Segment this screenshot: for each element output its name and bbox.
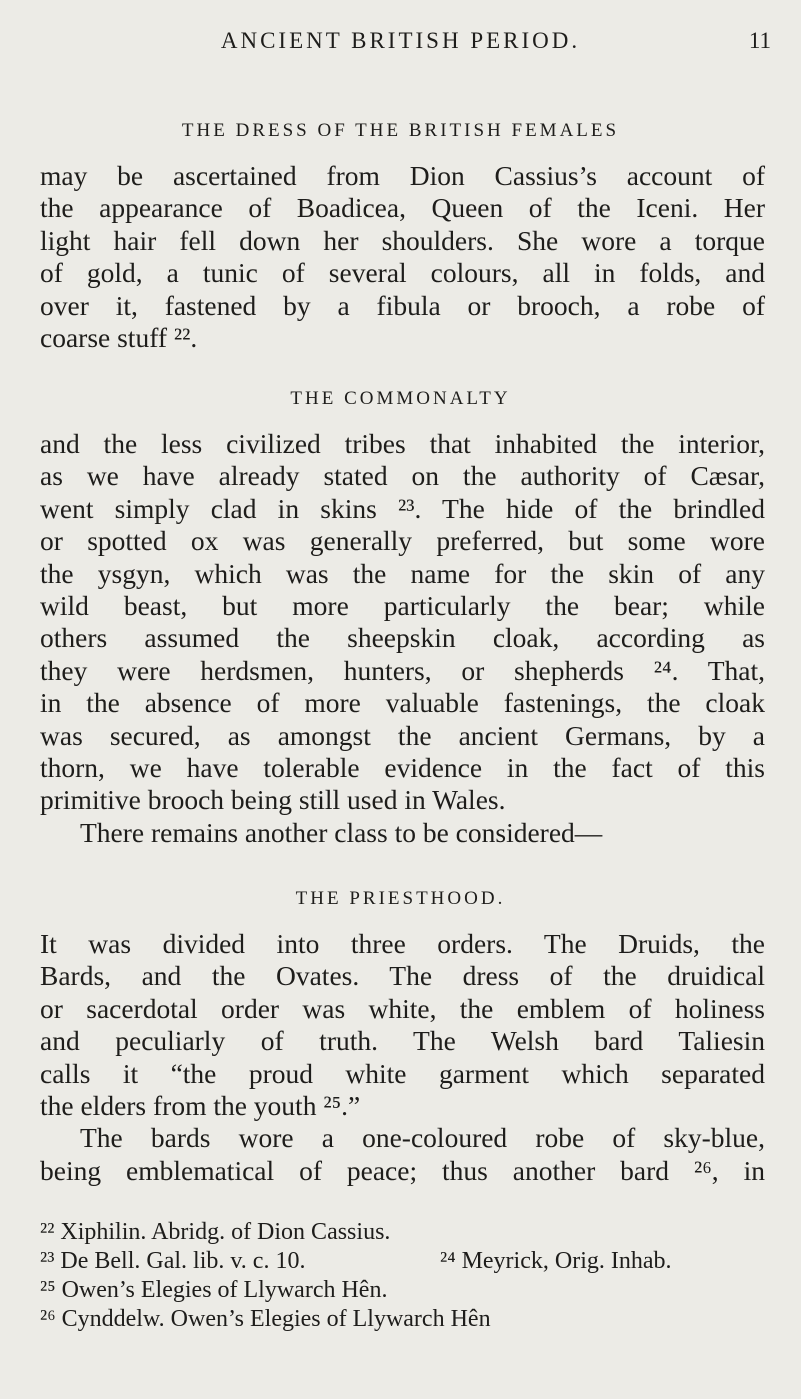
section-heading-british-females: THE DRESS OF THE BRITISH FEMALES xyxy=(181,120,620,141)
text-line: or sacerdotal order was white, the emblem of holiness xyxy=(40,992,765,1024)
footnote-23: ²³ De Bell. Gal. lib. v. c. 10. xyxy=(40,1248,306,1274)
text-line: others assumed the sheepskin cloak, according as xyxy=(40,622,765,654)
text-line: Bards, and the Ovates. The dress of the druidical xyxy=(40,960,765,992)
section-heading-priesthood: THE PRIESTHOOD. xyxy=(295,888,506,909)
text-line: and the less civilized tribes that inhabited the interior, xyxy=(40,428,765,459)
footnote-25: ²⁵ Owen’s Elegies of Llywarch Hên. xyxy=(40,1277,388,1303)
page-number: 11 xyxy=(748,28,771,53)
footnotes xyxy=(40,1218,765,1334)
footnote-22: ²² Xiphilin. Abridg. of Dion Cassius. xyxy=(40,1219,391,1245)
text-line: primitive brooch being still used in Wales. xyxy=(40,784,506,816)
text-line: It was divided into three orders. The Druids, the xyxy=(40,928,765,959)
footnote-row-23-24 xyxy=(40,1247,765,1276)
text-line: The bards wore a one-coloured robe of sky-blue, xyxy=(80,1122,765,1154)
text-line: went simply clad in skins ²³. The hide of the brindled xyxy=(40,492,765,524)
text-line: and peculiarly of truth. The Welsh bard Taliesin xyxy=(40,1025,765,1057)
running-head xyxy=(0,28,801,58)
text-line: coarse stuff ²². xyxy=(40,322,198,354)
text-line: or spotted ox was generally preferred, but some wore xyxy=(40,525,765,557)
paragraph-british-females xyxy=(40,160,765,354)
text-line: light hair fell down her shoulders. She wore a torque xyxy=(40,224,765,256)
paragraph-priesthood xyxy=(40,928,765,1187)
section-heading-commonalty: THE COMMONALTY xyxy=(290,388,511,409)
text-line: thorn, we have tolerable evidence in the fact of this xyxy=(40,752,765,784)
text-line: of gold, a tunic of several colours, all in folds, and xyxy=(40,257,765,289)
text-line: in the absence of more valuable fastenings, the cloak xyxy=(40,687,765,719)
text-line: being emblematical of peace; thus another bard ²⁶, in xyxy=(40,1154,765,1186)
text-line: the ysgyn, which was the name for the skin of any xyxy=(40,557,765,589)
text-line: the elders from the youth ²⁵.” xyxy=(40,1090,361,1122)
text-line: may be ascertained from Dion Cassius’s account of xyxy=(40,160,765,191)
text-line: as we have already stated on the authority of Cæsar, xyxy=(40,460,765,492)
text-line: calls it “the proud white garment which separated xyxy=(40,1057,765,1089)
text-line: wild beast, but more particularly the bear; while xyxy=(40,590,765,622)
text-line: they were herdsmen, hunters, or shepherds ²⁴. That, xyxy=(40,654,765,686)
text-line: over it, fastened by a fibula or brooch, a robe of xyxy=(40,289,765,321)
footnote-26: ²⁶ Cynddelw. Owen’s Elegies of Llywarch Hên xyxy=(40,1306,491,1332)
footnote-24: ²⁴ Meyrick, Orig. Inhab. xyxy=(440,1248,672,1274)
paragraph-commonalty xyxy=(40,428,765,849)
text-line: the appearance of Boadicea, Queen of the Iceni. Her xyxy=(40,192,765,224)
running-head-title: ANCIENT BRITISH PERIOD. xyxy=(220,28,581,53)
text-line: There remains another class to be considered— xyxy=(80,816,603,848)
text-line: was secured, as amongst the ancient Germans, by a xyxy=(40,719,765,751)
